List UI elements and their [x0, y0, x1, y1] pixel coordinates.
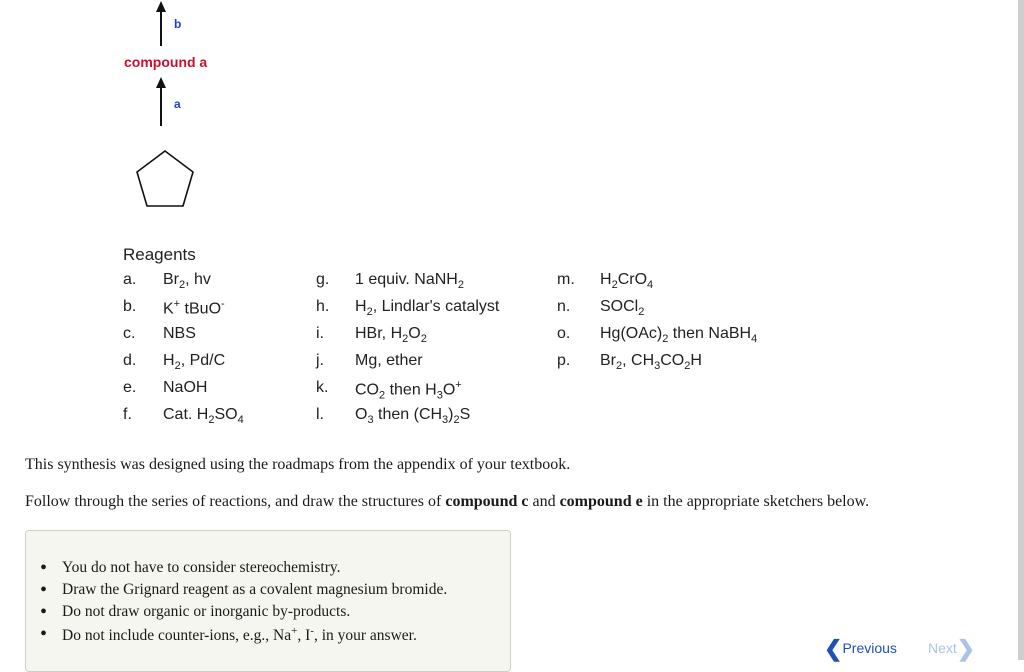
- previous-label: Previous: [842, 640, 897, 656]
- reagent-row: [557, 352, 787, 379]
- instruction-item: • Do not include counter-ions, e.g., Na+, I-, in your answer.: [62, 625, 447, 647]
- reagent-key: l.: [316, 406, 324, 423]
- reagent-key: f.: [123, 406, 132, 423]
- reagents-title: Reagents: [123, 245, 196, 264]
- reagents-table: [123, 245, 758, 427]
- reagent-row: [123, 352, 303, 379]
- reagent-key: g.: [316, 271, 330, 288]
- instructions-list: [62, 559, 447, 647]
- next-label: Next: [928, 640, 957, 656]
- reaction-scheme: [110, 0, 250, 220]
- reagent-value: $Br_2$, $CH_3CO_2H$: [600, 352, 702, 373]
- reagent-value: $H_2CrO_4$: [600, 271, 654, 292]
- instruction-and: and: [528, 493, 560, 510]
- instruction-item: • Draw the Grignard reagent as a covalent magnesium bromide.: [62, 581, 447, 603]
- arrow-a-label: a: [174, 97, 181, 111]
- previous-button[interactable]: [824, 636, 897, 662]
- reagent-row: [123, 406, 303, 433]
- reagent-value: $H_2$, Lindlar's catalyst: [355, 298, 500, 319]
- reagent-value: $Br_2$, hv: [163, 271, 211, 292]
- reagent-key: p.: [557, 352, 571, 369]
- reagent-value: $Hg(OAc)_2$ then NaBH$_4$: [600, 325, 758, 346]
- reagent-row: [123, 271, 303, 298]
- compound-a-label: compound a: [124, 54, 208, 70]
- reagent-value: $H_2$, Pd/C: [163, 352, 226, 373]
- cyclopentane-structure: [130, 145, 200, 215]
- reagent-value: Cat. $H_2SO_4$: [163, 406, 244, 427]
- reagent-row: [123, 325, 303, 352]
- arrow-b-label: b: [174, 17, 182, 31]
- reagent-row: [316, 298, 546, 325]
- reagent-row: [557, 298, 787, 325]
- reagent-value: 1 equiv. NaNH$_2$: [355, 271, 464, 292]
- reagent-key: a.: [123, 271, 137, 288]
- reagent-key: i.: [316, 325, 324, 342]
- reagent-value: Mg, ether: [355, 352, 423, 369]
- instruction-text: [25, 493, 869, 511]
- reagent-row: [316, 352, 546, 379]
- next-button[interactable]: [928, 636, 975, 662]
- reagents-column-2: [316, 271, 546, 433]
- reagent-value: NaOH: [163, 379, 208, 396]
- instruction-item: • You do not have to consider stereochemistry.: [62, 559, 447, 581]
- reaction-arrow-b: [160, 10, 162, 46]
- reagent-key: k.: [316, 379, 329, 396]
- reagents-column-1: [123, 271, 303, 433]
- reagent-key: b.: [123, 298, 137, 315]
- reagent-value: $O_3$ then $(CH_3)_2S$: [355, 406, 471, 427]
- reagent-row: [557, 271, 787, 298]
- reagent-row: [123, 379, 303, 406]
- reagent-value: NBS: [163, 325, 196, 342]
- instruction-item: • Do not draw organic or inorganic by-products.: [62, 603, 447, 625]
- reagent-row: [316, 379, 546, 406]
- instruction-pre: Follow through the series of reactions, and draw the structures of: [25, 493, 446, 510]
- compound-c-ref: compound c: [445, 493, 529, 510]
- reagent-value: $CO_2$ then $H_3O^+$: [355, 379, 462, 402]
- reagent-key: e.: [123, 379, 137, 396]
- vertical-scrollbar[interactable]: [1018, 0, 1024, 660]
- reagent-row: [123, 298, 303, 325]
- reagent-row: [316, 271, 546, 298]
- reagent-key: h.: [316, 298, 330, 315]
- reagent-value: K+ tBuO-: [163, 298, 225, 318]
- reagent-key: j.: [316, 352, 324, 369]
- reagent-key: c.: [123, 325, 136, 342]
- reagent-key: n.: [557, 298, 571, 315]
- scrollbar-thumb[interactable]: [1018, 0, 1024, 660]
- reagent-row: [316, 325, 546, 352]
- instruction-post: in the appropriate sketchers below.: [642, 493, 870, 510]
- reagents-column-3: [557, 271, 787, 379]
- synthesis-note: This synthesis was designed using the roadmaps from the appendix of your textbook.: [25, 456, 571, 473]
- chevron-left-icon: ❮: [824, 636, 843, 661]
- reagent-row: [557, 325, 787, 352]
- reagent-row: [316, 406, 546, 433]
- instructions-box: [25, 530, 511, 672]
- reagent-value: HBr, $H_2O_2$: [355, 325, 427, 346]
- reagent-value: SOCl$_2$: [600, 298, 645, 319]
- reagent-key: d.: [123, 352, 137, 369]
- reagent-key: m.: [557, 271, 575, 288]
- chevron-right-icon: ❯: [956, 636, 976, 661]
- compound-e-ref: compound e: [559, 493, 643, 510]
- reagent-key: o.: [557, 325, 571, 342]
- reaction-arrow-a: [160, 86, 162, 126]
